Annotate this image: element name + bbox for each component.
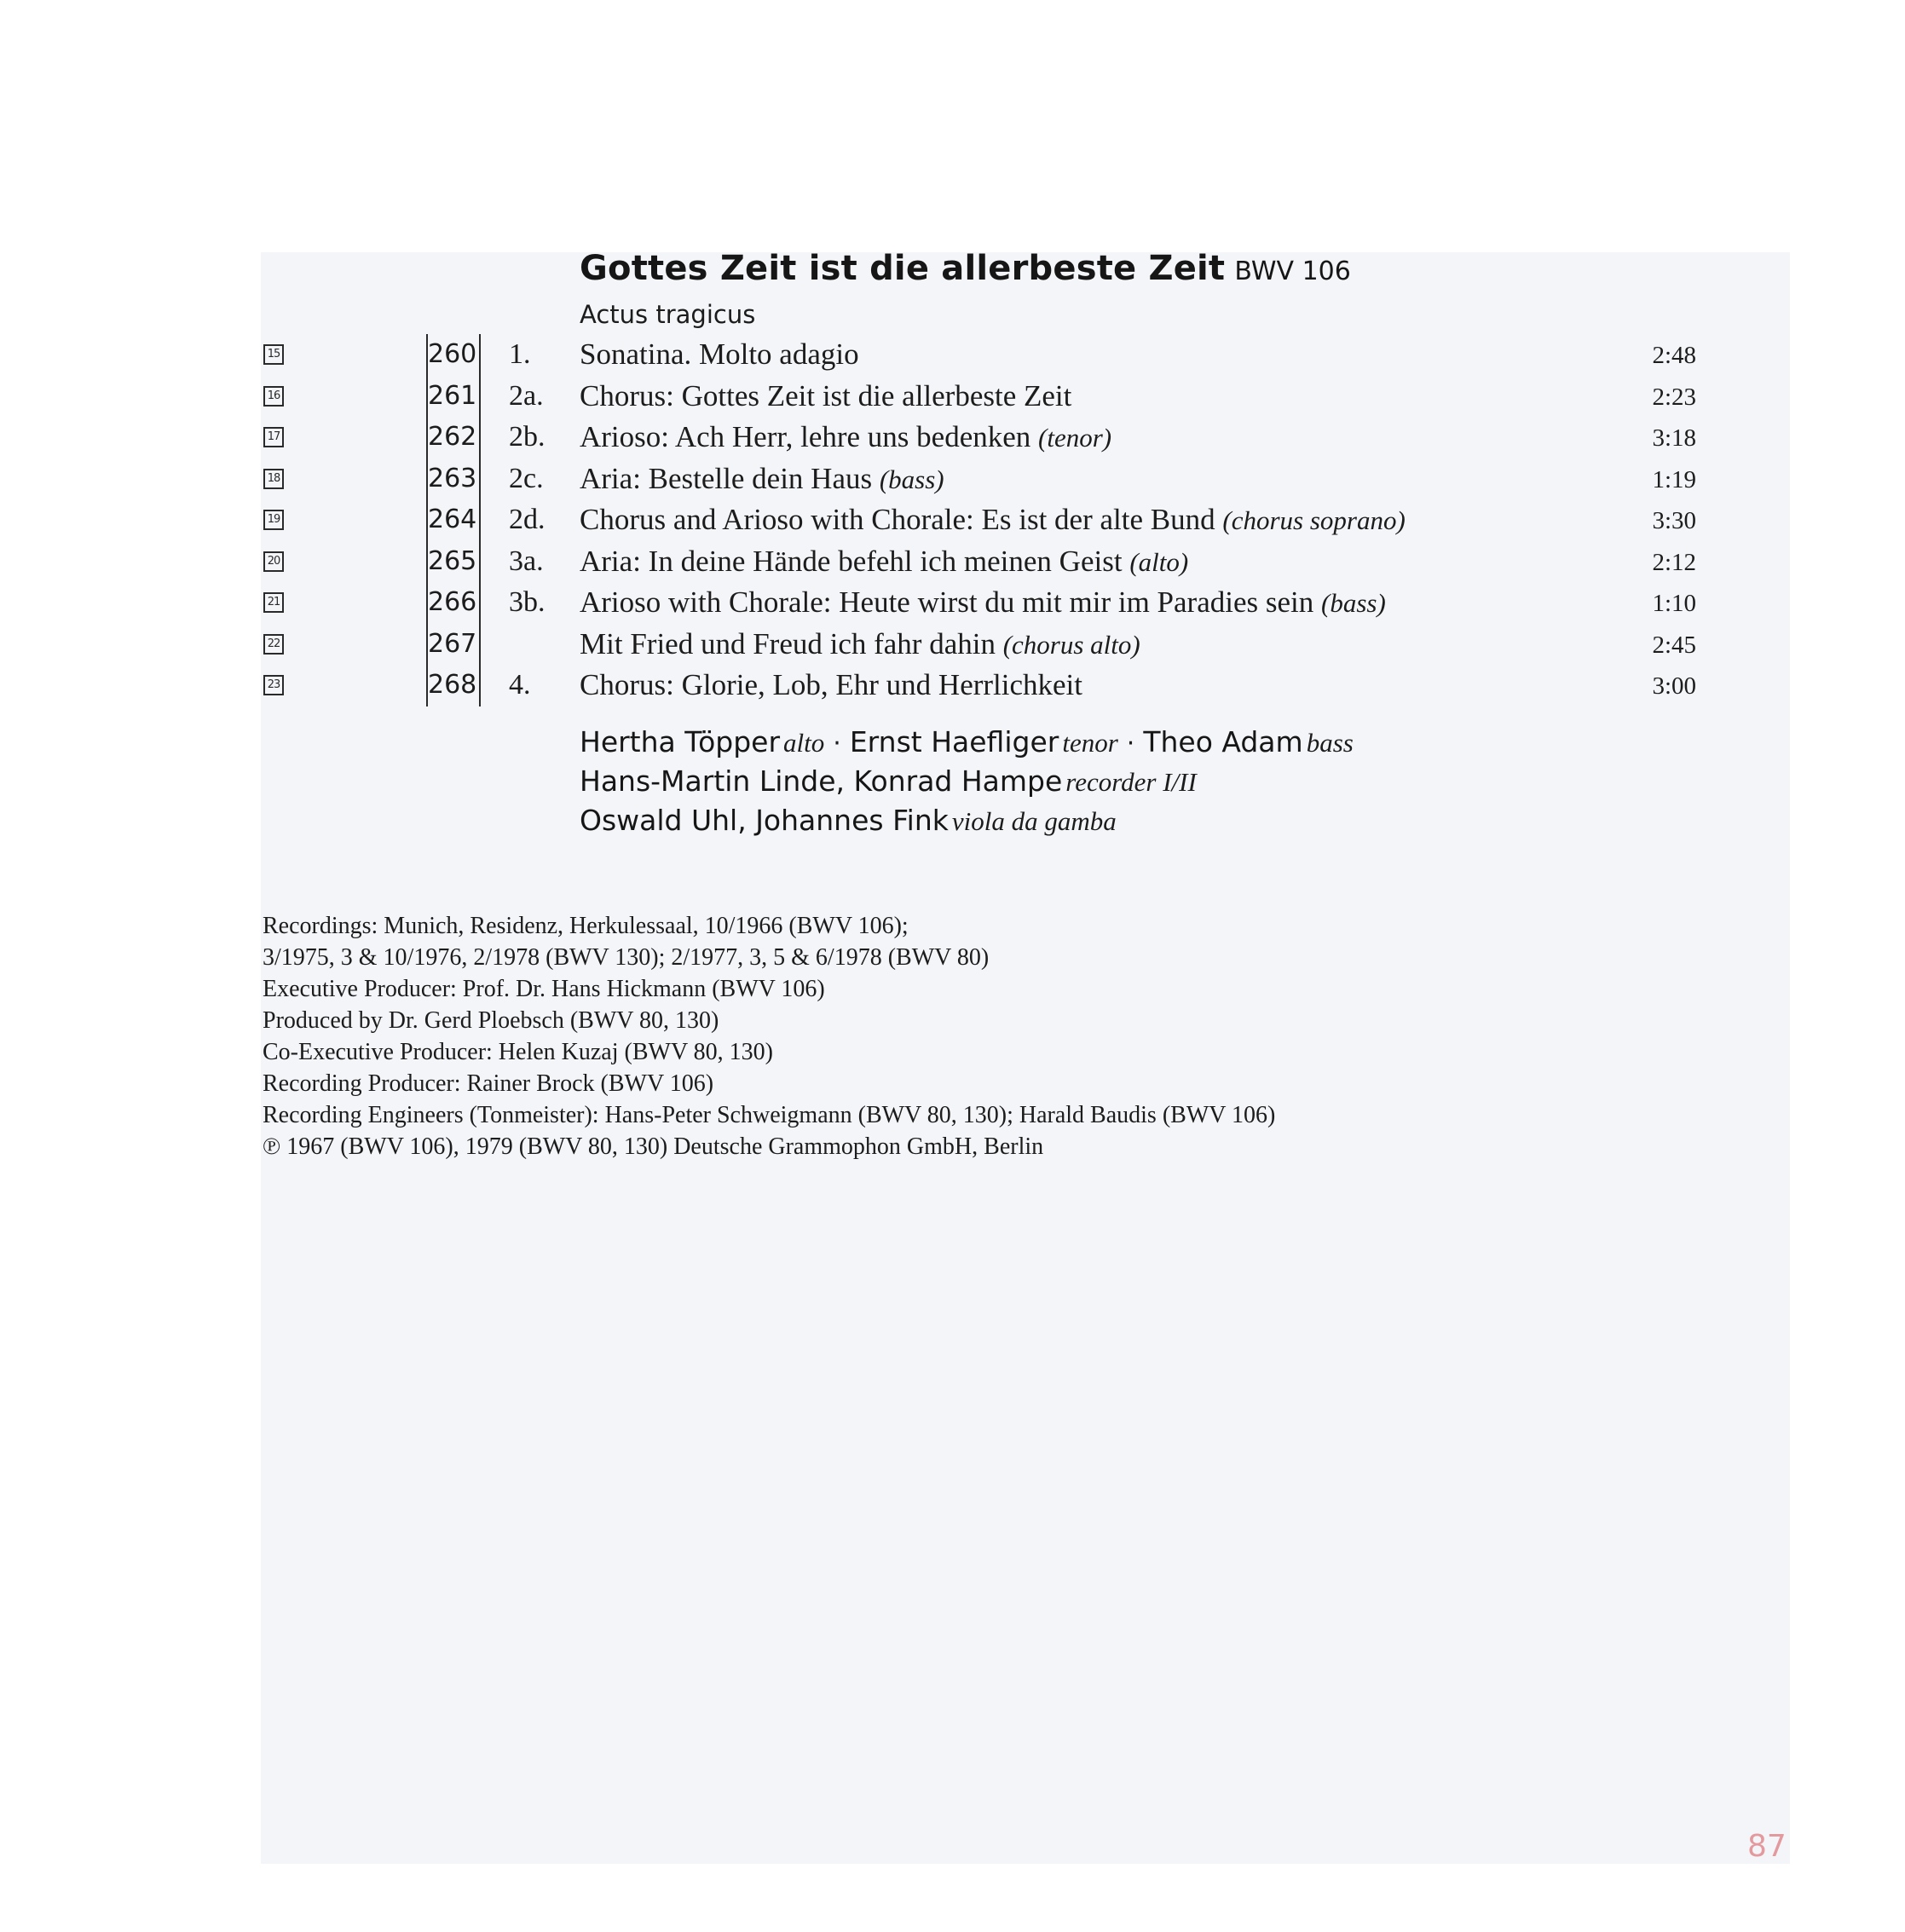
movement-number: 3b.	[509, 586, 546, 618]
track-number: 267	[426, 624, 481, 666]
track-row	[0, 458, 1905, 500]
movement-number: 2a.	[509, 379, 544, 412]
track-duration: 1:19	[1652, 465, 1696, 493]
track-number: 264	[426, 499, 481, 541]
performer-name: Ernst Haefliger	[849, 725, 1059, 758]
track-index-box: 16	[263, 386, 284, 407]
track-row	[0, 665, 1905, 706]
separator-dot: ·	[833, 729, 841, 758]
track-title	[580, 458, 944, 500]
performer-name: Hertha Töpper	[580, 725, 781, 758]
movement-number: 4.	[509, 669, 531, 701]
performers-line-soloists	[580, 723, 1354, 762]
track-duration: 2:45	[1652, 631, 1696, 659]
credit-line: Executive Producer: Prof. Dr. Hans Hickmann (BWV 106)	[263, 976, 825, 1002]
track-list	[0, 334, 1905, 706]
track-title	[580, 376, 1071, 417]
track-voice: (chorus alto)	[1002, 629, 1140, 660]
track-voice: (tenor)	[1038, 423, 1112, 453]
performer-role: tenor	[1062, 728, 1118, 758]
track-voice: (bass)	[879, 464, 944, 494]
performers-line-gamba	[580, 801, 1354, 840]
movement-number: 1.	[509, 338, 531, 370]
track-title	[580, 334, 859, 375]
track-title	[580, 541, 1188, 583]
movement-number: 2b.	[509, 421, 546, 453]
track-index-box: 20	[263, 551, 284, 572]
track-row	[0, 499, 1905, 541]
movement-number: 3a.	[509, 545, 544, 577]
work-title	[580, 249, 1351, 288]
track-duration: 1:10	[1652, 590, 1696, 617]
performers	[580, 723, 1354, 840]
performer-role: viola da gamba	[951, 806, 1117, 836]
track-voice: (bass)	[1321, 588, 1386, 618]
track-row	[0, 417, 1905, 458]
track-duration: 3:30	[1652, 507, 1696, 534]
track-duration: 2:12	[1652, 548, 1696, 576]
track-index-box: 15	[263, 344, 284, 365]
credit-line: Produced by Dr. Gerd Ploebsch (BWV 80, 130)	[263, 1007, 719, 1034]
performer-name: Hans-Martin Linde, Konrad Hampe	[580, 764, 1063, 798]
track-title	[580, 624, 1140, 666]
track-title-text: Sonatina. Molto adagio	[580, 337, 859, 371]
track-title-text: Mit Fried und Freud ich fahr dahin	[580, 626, 996, 660]
track-title	[580, 417, 1111, 458]
work-title-main: Gottes Zeit ist die allerbeste Zeit	[580, 249, 1226, 288]
performers-line-recorder	[580, 762, 1354, 801]
separator-dot: ·	[1126, 729, 1135, 758]
track-index-box: 22	[263, 634, 284, 655]
track-duration: 2:23	[1652, 383, 1696, 411]
track-title-text: Arioso: Ach Herr, lehre uns bedenken	[580, 420, 1031, 453]
performer-role: alto	[783, 728, 825, 758]
track-title	[580, 665, 1082, 706]
track-row	[0, 376, 1905, 418]
credit-line: Recordings: Munich, Residenz, Herkulessaal, 10/1966 (BWV 106);	[263, 913, 909, 939]
track-title-text: Aria: Bestelle dein Haus	[580, 461, 873, 495]
performer-name: Theo Adam	[1143, 725, 1303, 758]
track-voice: (chorus soprano)	[1222, 505, 1406, 535]
track-number: 260	[426, 334, 481, 376]
movement-number: 2c.	[509, 462, 544, 494]
track-title-text: Chorus: Gottes Zeit ist die allerbeste Zeit	[580, 378, 1072, 412]
track-title-text: Chorus and Arioso with Chorale: Es ist der alte Bund	[580, 503, 1215, 536]
track-voice: (alto)	[1129, 546, 1189, 577]
track-duration: 3:00	[1652, 672, 1696, 700]
track-number: 265	[426, 541, 481, 583]
credit-line: 3/1975, 3 & 10/1976, 2/1978 (BWV 130); 2/1977, 3, 5 & 6/1978 (BWV 80)	[263, 944, 990, 971]
track-title-text: Aria: In deine Hände befehl ich meinen Geist	[580, 544, 1123, 578]
track-index-box: 18	[263, 469, 284, 489]
track-index-box: 17	[263, 427, 284, 447]
page-number: 87	[1747, 1829, 1787, 1864]
track-duration: 3:18	[1652, 424, 1696, 452]
recording-credits	[263, 910, 1275, 1162]
track-number: 266	[426, 582, 481, 624]
track-title	[580, 499, 1406, 541]
work-subtitle: Actus tragicus	[580, 300, 756, 329]
track-title	[580, 582, 1386, 624]
performer-role: recorder I/II	[1065, 767, 1197, 797]
work-catalog-number: BWV 106	[1234, 257, 1351, 286]
credit-line: Recording Producer: Rainer Brock (BWV 106)	[263, 1070, 714, 1097]
performer-name: Oswald Uhl, Johannes Fink	[580, 804, 949, 837]
track-index-box: 19	[263, 510, 284, 530]
performer-role: bass	[1306, 728, 1354, 758]
track-row	[0, 582, 1905, 624]
credit-line: ℗ 1967 (BWV 106), 1979 (BWV 80, 130) Deutsche Grammophon GmbH, Berlin	[263, 1133, 1044, 1160]
track-duration: 2:48	[1652, 342, 1696, 369]
track-title-text: Arioso with Chorale: Heute wirst du mit mir im Paradies sein	[580, 585, 1314, 619]
track-title-text: Chorus: Glorie, Lob, Ehr und Herrlichkeit	[580, 668, 1083, 701]
track-number: 263	[426, 458, 481, 500]
track-row	[0, 624, 1905, 666]
track-number: 261	[426, 376, 481, 418]
movement-number: 2d.	[509, 504, 546, 535]
credit-line: Recording Engineers (Tonmeister): Hans-Peter Schweigmann (BWV 80, 130); Harald Baudis (BWV 106)	[263, 1102, 1276, 1128]
track-row	[0, 541, 1905, 583]
track-number: 262	[426, 417, 481, 458]
track-row	[0, 334, 1905, 376]
track-index-box: 21	[263, 592, 284, 613]
credit-line: Co-Executive Producer: Helen Kuzaj (BWV 80, 130)	[263, 1039, 773, 1065]
track-index-box: 23	[263, 675, 284, 695]
track-number: 268	[426, 665, 481, 706]
